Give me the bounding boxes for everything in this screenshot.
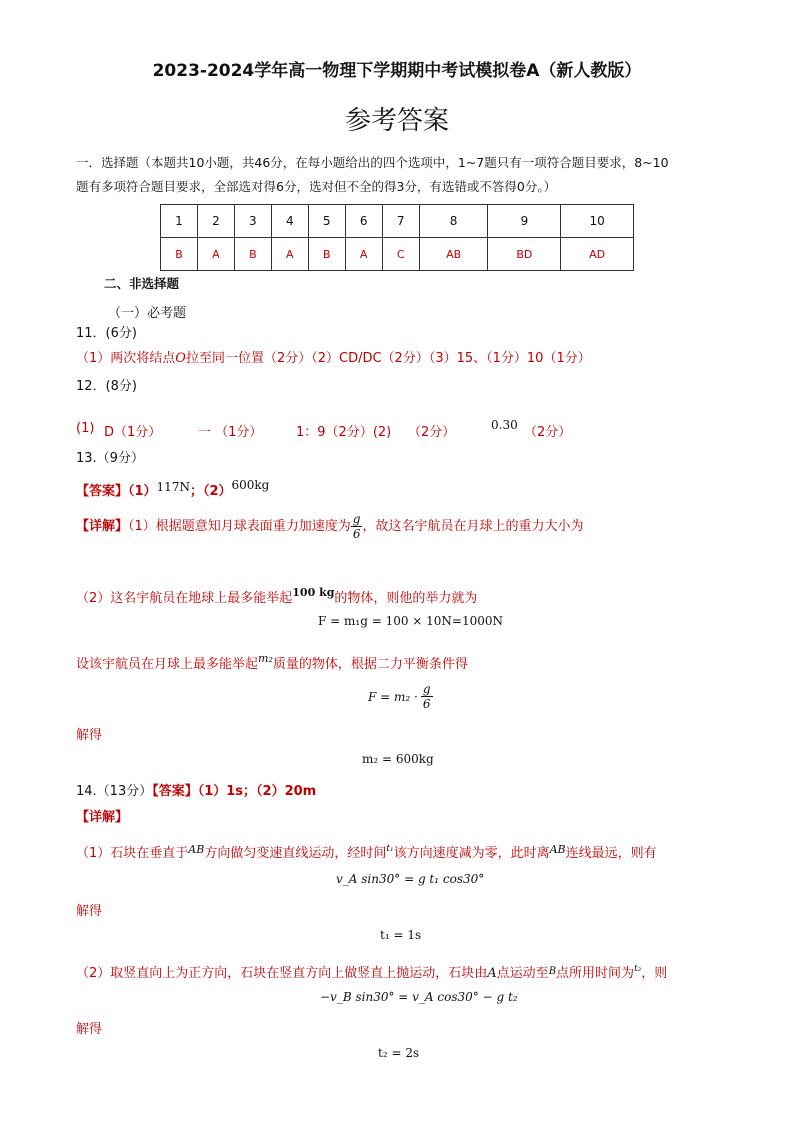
q14-equation1: v_A sin30° = g t₁ cos30° xyxy=(336,872,485,886)
q11-answer-part1: （1）两次将结点 xyxy=(76,351,176,366)
q12-p1: (1) xyxy=(76,421,95,436)
q14-equation4: t₂ = 2s xyxy=(378,1046,420,1060)
fraction-numerator: g xyxy=(422,682,431,696)
q13-fraction xyxy=(351,512,363,541)
q11-answer-symbol: O xyxy=(175,351,186,366)
q14-p2-a: （2）取竖直向上为正方向，石块在竖直方向上做竖直上抛运动，石块由 xyxy=(76,966,488,981)
table-cell: AD xyxy=(561,238,634,271)
q14-p2-t2: t₂ xyxy=(634,964,642,974)
table-cell: 3 xyxy=(234,205,271,238)
q13-equation1: F = m₁g = 100 × 10N=1000N xyxy=(318,614,504,628)
table-cell: 7 xyxy=(382,205,419,238)
q13-eq2-left: F = m₂ · xyxy=(368,690,418,704)
table-cell: 2 xyxy=(197,205,234,238)
q14-p1-c: 该方向速度减为零，此时离 xyxy=(393,846,550,861)
q12-label: 12．(8分) xyxy=(76,379,137,394)
table-cell: A xyxy=(197,238,234,271)
q13-answer xyxy=(76,478,269,499)
q12-p5: （2分） xyxy=(408,425,456,440)
q12-p6: 0.30 xyxy=(491,418,518,432)
q14-p1-a: （1）石块在垂直于 xyxy=(76,846,189,861)
section1-intro-line1: 一．选择题（本题共10小题，共46分，在每小题给出的四个选项中，1~7题只有一项符合题目要求，8~10 xyxy=(76,155,669,170)
section2-subheading: （一）必考题 xyxy=(108,306,187,321)
page-subtitle: 参考答案 xyxy=(344,106,449,136)
q13-answer-value2: 600kg xyxy=(231,478,270,492)
q13-m2-line xyxy=(76,652,468,672)
table-cell: 1 xyxy=(161,205,198,238)
table-cell: B xyxy=(308,238,345,271)
q13-m2-text-b: 质量的物体，根据二力平衡条件得 xyxy=(272,657,468,672)
table-cell: 10 xyxy=(561,205,634,238)
q14-part2 xyxy=(76,962,667,981)
table-cell: 4 xyxy=(271,205,308,238)
q14-p2-c: 点所用时间为 xyxy=(556,966,635,981)
q13-equation3: m₂ = 600kg xyxy=(362,752,434,766)
q12-p3: 一 （1分） xyxy=(198,425,263,440)
q13-part2-text-b: 的物体，则他的举力就为 xyxy=(334,591,478,606)
q13-part2-text-a: （2）这名宇航员在地球上最多能举起 xyxy=(76,591,293,606)
q14-p2-d: ，则 xyxy=(641,966,668,981)
q11-answer xyxy=(76,347,591,366)
table-row-numbers xyxy=(161,205,634,238)
table-cell: 6 xyxy=(345,205,382,238)
section1-intro-line2: 题有多项符合题目要求，全部选对得6分，选对但不全的得3分，有选错或不答得0分。） xyxy=(76,179,557,194)
q13-answer-prefix: 【答案】（1） xyxy=(76,484,157,499)
section2-heading: 二、非选择题 xyxy=(104,276,180,291)
q13-detail xyxy=(76,512,584,541)
table-cell: 5 xyxy=(308,205,345,238)
q13-detail-text-a: （1）根据题意知月球表面重力加速度为 xyxy=(128,519,351,534)
q14-detail-prefix: 【详解】 xyxy=(76,810,129,825)
table-cell: C xyxy=(382,238,419,271)
table-cell: 9 xyxy=(488,205,561,238)
q14-label: 14.（13分） xyxy=(76,784,153,799)
q13-eq2-fraction xyxy=(421,682,433,711)
q14-p2-B: B xyxy=(548,966,557,977)
q14-answer: 【答案】（1）1s；（2）20m xyxy=(152,784,317,799)
q14-jiede2: 解得 xyxy=(76,1022,103,1037)
q14-p1-ab: AB xyxy=(188,843,205,856)
table-row-answers xyxy=(161,238,634,271)
q13-detail-text-b: ，故这名宇航员在月球上的重力大小为 xyxy=(362,519,584,534)
q11-answer-part2: 拉至同一位置（2分）（2）CD/DC（2分）（3）15、（1分）10（1分） xyxy=(185,351,591,366)
q13-m2-symbol: m₂ xyxy=(258,652,273,665)
q14-part1 xyxy=(76,842,657,861)
q11-label: 11．(6分) xyxy=(76,326,137,341)
q14-equation3: −v_B sin30° = v_A cos30° − g t₂ xyxy=(320,990,518,1004)
q14-p2-b: 点运动至 xyxy=(496,966,549,981)
q13-part2 xyxy=(76,586,477,606)
fraction-numerator: g xyxy=(352,512,361,526)
table-cell: A xyxy=(271,238,308,271)
table-cell: AB xyxy=(419,238,488,271)
q12-p4: 1：9（2分）(2) xyxy=(296,425,392,440)
page-title: 2023-2024学年高一物理下学期期中考试模拟卷A（新人教版） xyxy=(152,61,642,81)
table-cell: A xyxy=(345,238,382,271)
q13-detail-prefix: 【详解】 xyxy=(76,519,129,534)
q12-p7: （2分） xyxy=(524,425,572,440)
q13-answer-mid: ；（2） xyxy=(189,484,232,499)
q13-equation2 xyxy=(368,682,433,711)
q13-answer-value1: 117N xyxy=(156,480,190,494)
q12-p2: D（1分） xyxy=(104,425,162,440)
q14-p1-b: 方向做匀变速直线运动，经时间 xyxy=(204,846,387,861)
q14-equation2: t₁ = 1s xyxy=(380,928,422,942)
q14-p1-ab2: AB xyxy=(549,843,566,856)
q13-label: 13.（9分） xyxy=(76,451,144,466)
fraction-denominator: 6 xyxy=(352,527,361,541)
answer-table xyxy=(160,204,634,271)
q13-m2-text-a: 设该宇航员在月球上最多能举起 xyxy=(76,657,259,672)
q13-jiede: 解得 xyxy=(76,728,103,743)
q14-jiede1: 解得 xyxy=(76,904,103,919)
table-cell: 8 xyxy=(419,205,488,238)
q14-p2-A: A xyxy=(487,966,497,981)
fraction-denominator: 6 xyxy=(422,697,431,711)
table-cell: BD xyxy=(488,238,561,271)
q13-part2-mass: 100 kg xyxy=(292,586,335,599)
q14-label-line xyxy=(76,780,316,799)
q14-p1-t1: t₁ xyxy=(386,844,394,854)
table-cell: B xyxy=(234,238,271,271)
table-cell: B xyxy=(161,238,198,271)
q14-p1-d: 连线最远，则有 xyxy=(565,846,657,861)
